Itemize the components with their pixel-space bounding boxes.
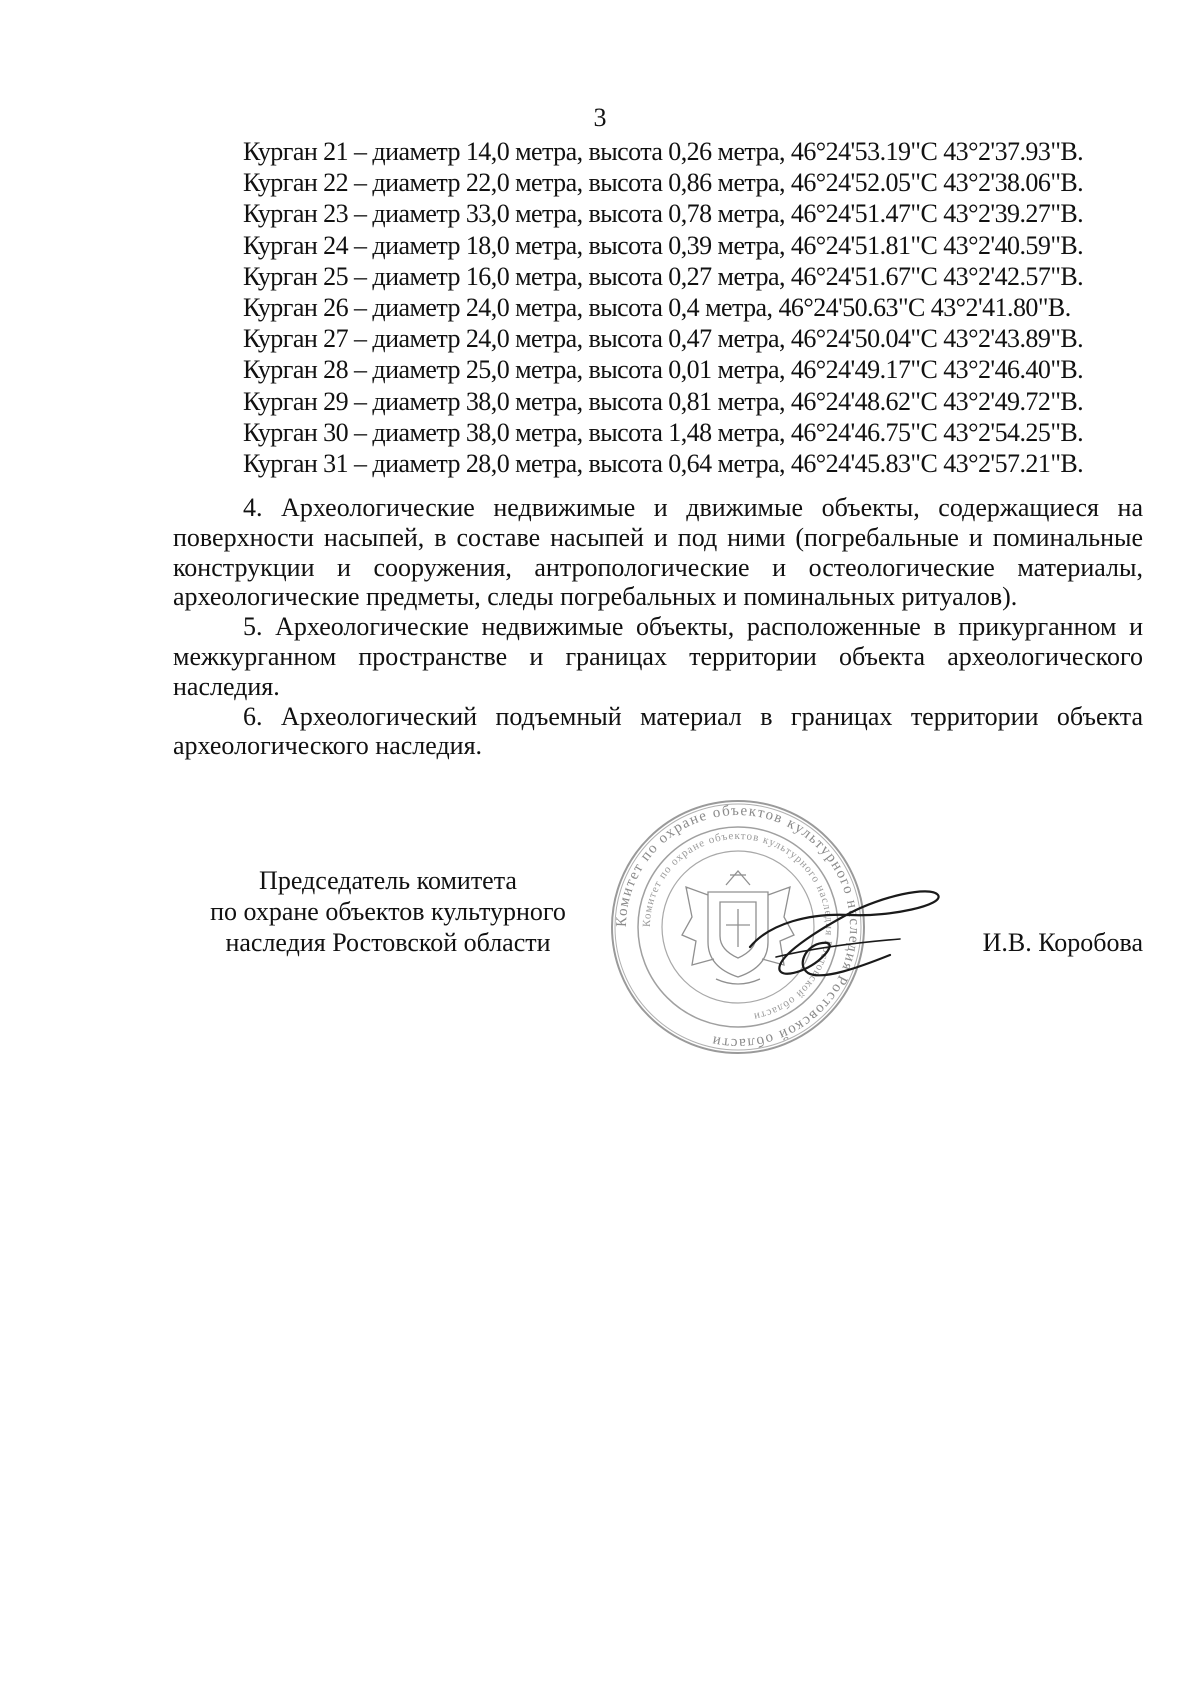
kurgan-row: Курган 26 – диаметр 24,0 метра, высота 0,4 метра, 46°24'50.63"С 43°2'41.80"В. [243,293,1071,323]
paragraph-6: 6. Археологический подъемный материал в границах территории объекта археологического наследия. [173,701,1143,761]
paragraph-4: 4. Археологические недвижимые и движимые объекты, содержащиеся на поверхности насыпей, в составе насыпей и под ними (погребальные и поминальные конструкции и сооружения, антропологические и остеологические материалы, археологические предметы, следы погребальных и поминальных ритуалов). [173,493,1143,612]
kurgan-row: Курган 27 – диаметр 24,0 метра, высота 0,47 метра, 46°24'50.04"С 43°2'43.89"В. [243,324,1084,354]
page-number: 3 [593,103,607,132]
signer-position-line: по охране объектов культурного [210,897,566,926]
stamp-inner-text: Комитет по охране объектов культурного наследия Ростовской области [640,829,836,1023]
kurgan-row: Курган 24 – диаметр 18,0 метра, высота 0,39 метра, 46°24'51.81"С 43°2'40.59"В. [243,230,1084,260]
signer-position-line: Председатель комитета [259,866,517,895]
kurgan-row: Курган 28 – диаметр 25,0 метра, высота 0,01 метра, 46°24'49.17"С 43°2'46.40"В. [243,355,1084,385]
kurgan-row: Курган 22 – диаметр 22,0 метра, высота 0,86 метра, 46°24'52.05"С 43°2'38.06"В. [243,168,1084,198]
kurgan-row: Курган 29 – диаметр 38,0 метра, высота 0,81 метра, 46°24'48.62"С 43°2'49.72"В. [243,386,1084,416]
paragraph-5: 5. Археологические недвижимые объекты, расположенные в прикурганном и межкурганном пространстве и границах территории объекта археологического наследия. [173,612,1143,701]
signer-position-line: наследия Ростовской области [225,928,551,957]
kurgan-row: Курган 21 – диаметр 14,0 метра, высота 0,26 метра, 46°24'53.19"С 43°2'37.93"В. [243,137,1084,166]
signer-position [173,865,603,958]
kurgan-row: Курган 30 – диаметр 38,0 метра, высота 1,48 метра, 46°24'46.75"С 43°2'54.25"В. [243,417,1084,447]
signer-name: И.В. Коробова [982,928,1143,957]
body-paragraphs [173,493,1143,761]
stamp-outer-text: Комитет по охране объектов культурного наследия Ростовской области [613,802,863,1052]
kurgan-list [243,136,1143,479]
handwritten-signature [740,885,960,995]
kurgan-row: Курган 31 – диаметр 28,0 метра, высота 0,64 метра, 46°24'45.83"С 43°2'57.21"В. [243,449,1084,479]
kurgan-row: Курган 25 – диаметр 16,0 метра, высота 0,27 метра, 46°24'51.67"С 43°2'42.57"В. [243,261,1084,291]
kurgan-row: Курган 23 – диаметр 33,0 метра, высота 0,78 метра, 46°24'51.47"С 43°2'39.27"В. [243,199,1084,229]
